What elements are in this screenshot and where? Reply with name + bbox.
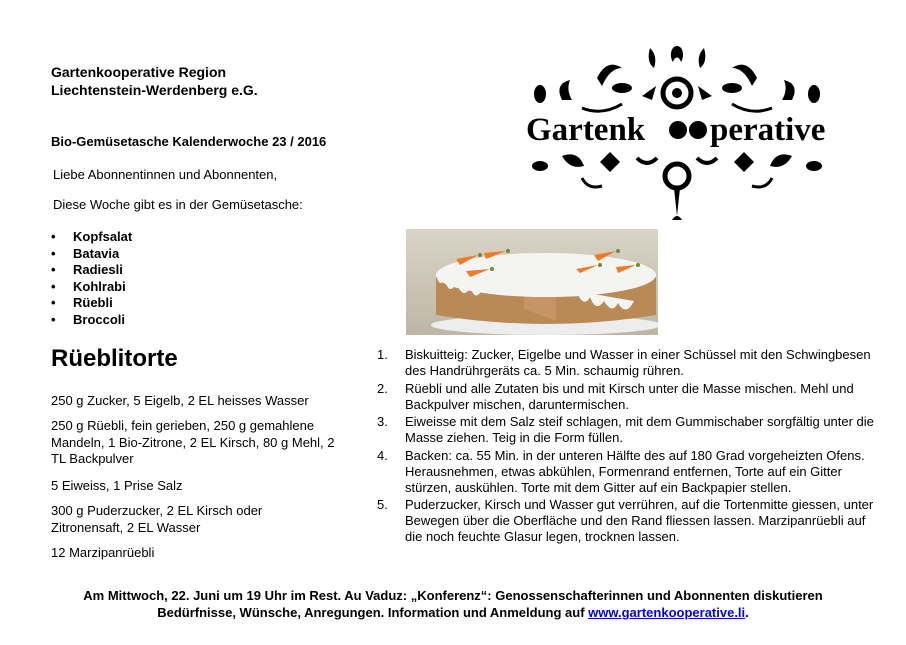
ingredient-line: 250 g Zucker, 5 Eigelb, 2 EL heisses Wasser (51, 393, 309, 408)
list-item (377, 448, 877, 496)
list-item: • Kopfsalat (51, 229, 132, 246)
event-announcement (20, 587, 886, 621)
carrot-cake-icon (406, 229, 658, 335)
ingredient-line: 12 Marzipanrüebli (51, 545, 155, 560)
step-number: 1. (377, 347, 388, 362)
greeting: Liebe Abonnentinnen und Abonnenten, (53, 167, 278, 182)
footer-period: . (745, 605, 749, 620)
list-item: • Radiesli (51, 262, 132, 279)
list-item: • Broccoli (51, 312, 132, 329)
list-item (377, 347, 877, 379)
step-number: 2. (377, 380, 388, 396)
list-item: • Rüebli (51, 295, 132, 312)
org-line-1: Gartenkooperative Region (51, 64, 227, 80)
step-text: Backen: ca. 55 Min. in der unteren Hälfte des auf 180 Grad vorgeheizten Ofens. Herausnehmen, etwas abkühlen, Formenrand entfernen, Torte auf ein Gitter stürzen, auskühlen. Torte mit dem Gitter auf ein Backpapier stellen. (405, 447, 865, 495)
website-link[interactable]: www.gartenkooperative.li (588, 605, 746, 620)
step-number: 4. (377, 447, 388, 463)
logo-ornament-icon (522, 38, 832, 228)
cake-image (406, 229, 658, 335)
list-item: • Kohlrabi (51, 279, 132, 296)
recipe-steps (377, 347, 877, 547)
list-item (377, 414, 877, 446)
org-line-2: Liechtenstein-Werdenberg e.G. (51, 82, 258, 98)
footer-line-2 (20, 604, 886, 621)
vegetable-list (51, 229, 132, 328)
ingredient-line: 300 g Puderzucker, 2 EL Kirsch oder Zitronensaft, 2 EL Wasser (51, 503, 263, 535)
week-title: Bio-Gemüsetasche Kalenderwoche 23 / 2016 (51, 134, 327, 149)
ingredient-line: 250 g Rüebli, fein gerieben, 250 g gemahlene Mandeln, 1 Bio-Zitrone, 2 EL Kirsch, 80 g Mehl, 2 TL Backpulver (51, 418, 335, 466)
footer-line-2-text: Bedürfnisse, Wünsche, Anregungen. Information und Anmeldung auf (157, 605, 585, 620)
footer-line-1: Am Mittwoch, 22. Juni um 19 Uhr im Rest. Au Vaduz: „Konferenz“: Genossenschafterinnen und Abonnenten diskutieren (83, 588, 823, 603)
step-text: Puderzucker, Kirsch und Wasser gut verrühren, auf die Tortenmitte giessen, unter Bewegen über die Oberfläche und den Rand fliessen lassen. Marzipanrüebli auf die noch feuchte Glasur legen, trocknen lassen. (405, 497, 874, 544)
step-number: 3. (377, 414, 388, 429)
step-text: Biskuitteig: Zucker, Eigelbe und Wasser in einer Schüssel mit den Schwingbesen des Handrührgeräts ca. 5 Min. schaumig rühren. (405, 347, 871, 378)
recipe-title: Rüeblitorte (51, 345, 178, 372)
step-number: 5. (377, 497, 388, 512)
step-text: Eiweisse mit dem Salz steif schlagen, mit dem Gummischaber sorgfältig unter die Masse ziehen. Teig in die Form füllen. (405, 414, 874, 445)
list-item (377, 381, 877, 413)
step-text: Rüebli und alle Zutaten bis und mit Kirsch unter die Masse mischen. Mehl und Backpulver mischen, daruntermischen. (405, 380, 854, 412)
organization-name (51, 63, 258, 99)
list-item: • Batavia (51, 246, 132, 263)
svg-text:Gartenk: Gartenk (526, 112, 646, 148)
gartenkooperative-logo (522, 38, 832, 228)
intro-text: Diese Woche gibt es in der Gemüsetasche: (53, 197, 303, 212)
svg-text:perative: perative (710, 112, 826, 148)
ingredient-line: 5 Eiweiss, 1 Prise Salz (51, 478, 183, 493)
list-item (377, 497, 877, 545)
